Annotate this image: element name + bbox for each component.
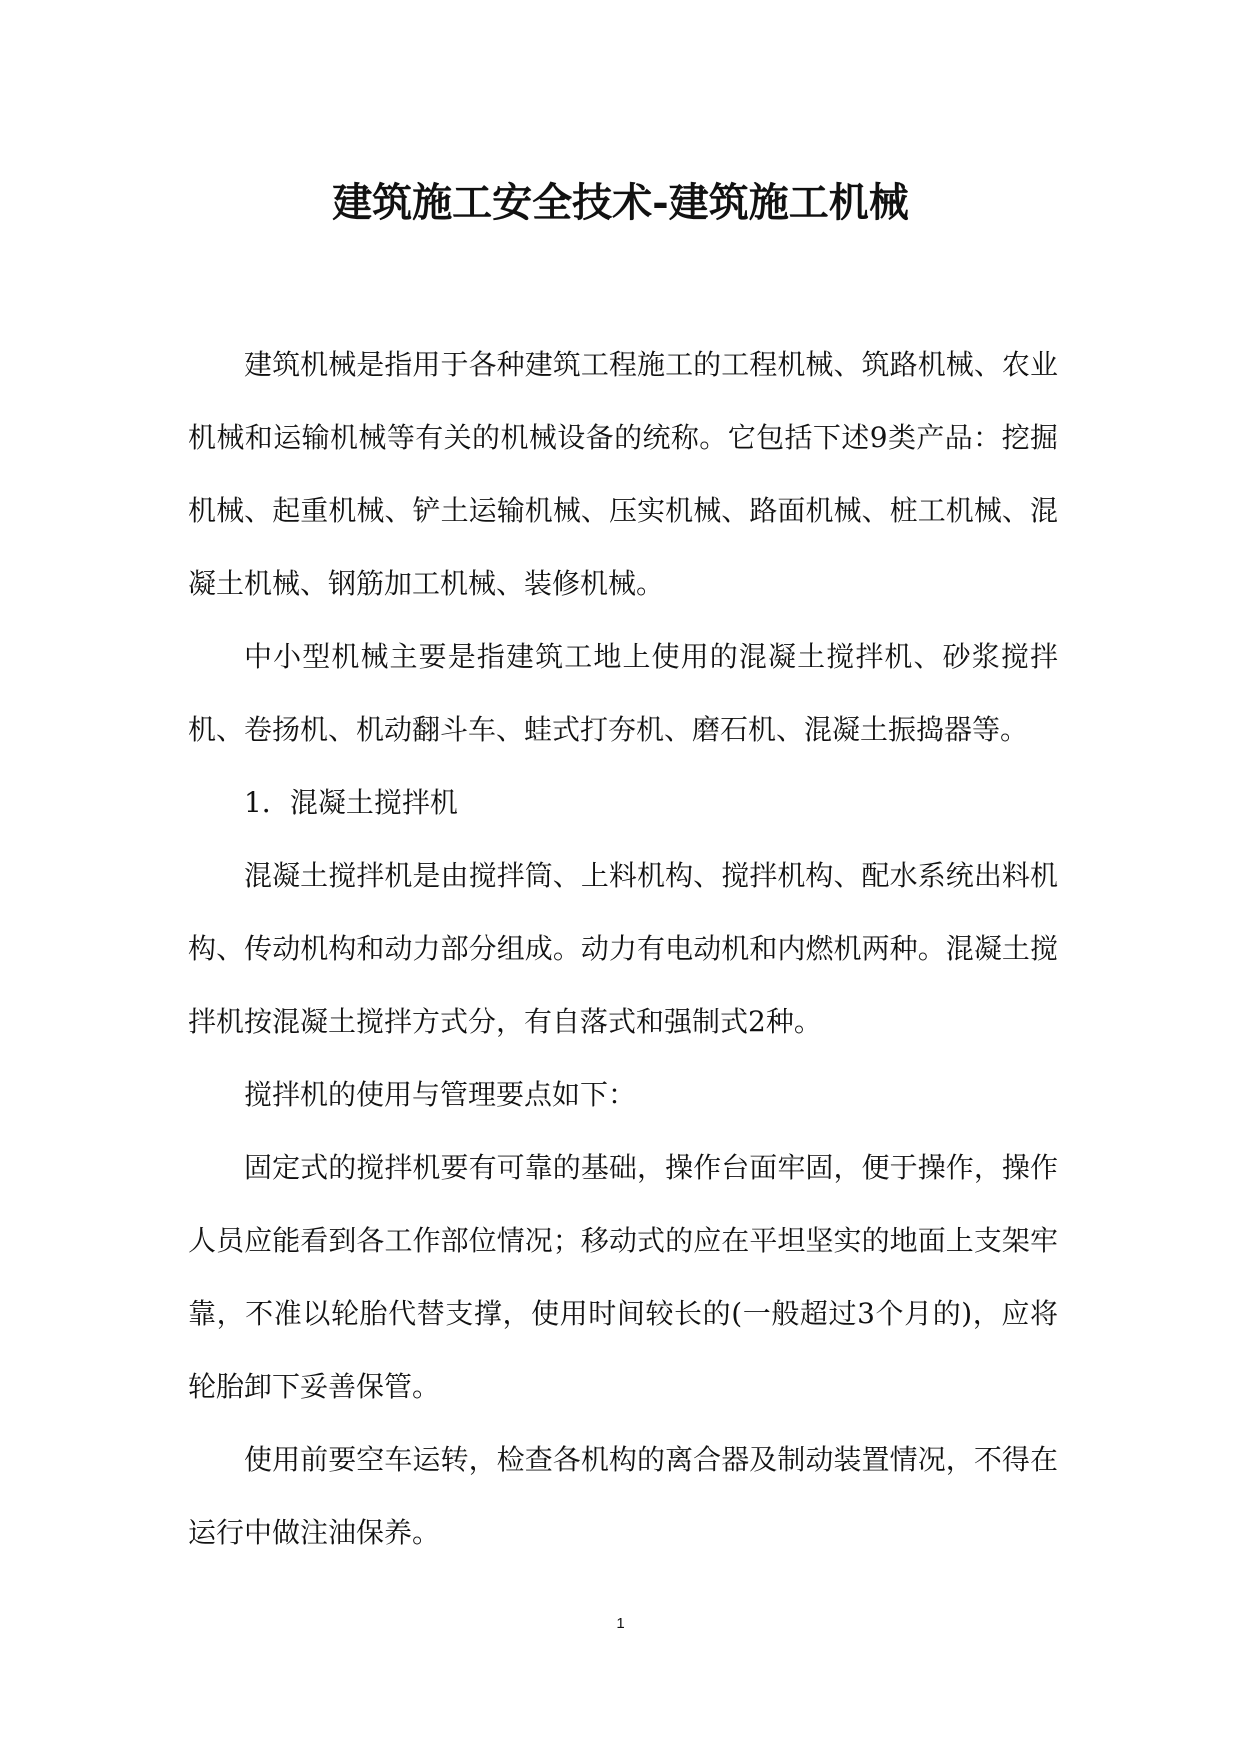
page-number: 1 — [616, 1615, 625, 1632]
section-heading-concrete-mixer: 1．混凝土搅拌机 — [244, 786, 458, 819]
document-body — [188, 328, 1058, 1569]
paragraph-concrete-mixer-composition: 混凝土搅拌机是由搅拌筒、上料机构、搅拌机构、配水系统出料机构、传动机构和动力部分组成。动力有电动机和内燃机两种。混凝土搅拌机按混凝土搅拌方式分，有自落式和强制式2种。 — [188, 859, 1058, 1038]
paragraph-fixed-and-mobile-mixer: 固定式的搅拌机要有可靠的基础，操作台面牢固，便于操作，操作人员应能看到各工作部位情况；移动式的应在平坦坚实的地面上支架牢靠，不准以轮胎代替支撑，使用时间较长的(一般超过3个月的)，应将轮胎卸下妥善保管。 — [188, 1151, 1058, 1403]
paragraph-pre-use-check: 使用前要空车运转，检查各机构的离合器及制动装置情况，不得在运行中做注油保养。 — [188, 1443, 1058, 1549]
paragraph-construction-machinery-definition: 建筑机械是指用于各种建筑工程施工的工程机械、筑路机械、农业机械和运输机械等有关的机械设备的统称。它包括下述9类产品：挖掘机械、起重机械、铲土运输机械、压实机械、路面机械、桩工机械、混凝土机械、钢筋加工机械、装修机械。 — [188, 348, 1058, 600]
paragraph-usage-management-intro: 搅拌机的使用与管理要点如下： — [244, 1078, 637, 1111]
document-title: 建筑施工安全技术-建筑施工机械 — [332, 178, 909, 226]
paragraph-small-medium-machinery: 中小型机械主要是指建筑工地上使用的混凝土搅拌机、砂浆搅拌机、卷扬机、机动翻斗车、蛙式打夯机、磨石机、混凝土振捣器等。 — [188, 640, 1058, 746]
